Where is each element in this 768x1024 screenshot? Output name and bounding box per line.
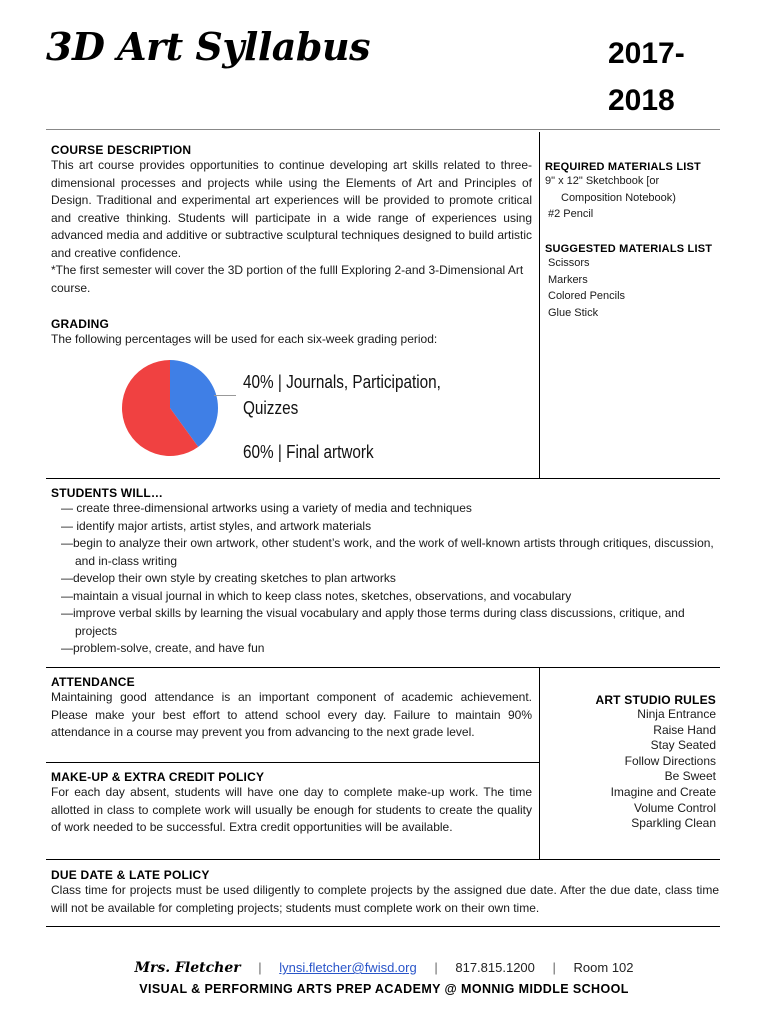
attendance-heading: ATTENDANCE xyxy=(51,675,135,689)
due-date-text: Class time for projects must be used diligently to complete projects by the assigned due date. After the due date, class time will not be available for completing projects; students must complete work on their own time. xyxy=(51,883,719,915)
grading-heading: GRADING xyxy=(51,317,110,331)
divider-makeup xyxy=(46,859,720,860)
school-year xyxy=(608,30,718,124)
legend-final-artwork: 60% | Final artwork xyxy=(243,442,374,462)
required-materials-heading: REQUIRED MATERIALS LIST xyxy=(545,161,701,173)
legend-quizzes: Quizzes xyxy=(243,398,299,418)
required-item: #2 Pencil xyxy=(548,208,594,220)
students-will-item: —develop their own style by creating sketches to plan artworks xyxy=(61,571,396,585)
students-will-section xyxy=(51,486,719,658)
suggested-item: Markers xyxy=(548,273,588,286)
suggested-item: Scissors xyxy=(548,257,590,269)
suggested-materials-heading: SUGGESTED MATERIALS LIST xyxy=(545,243,713,255)
footer-separator: | xyxy=(434,960,438,975)
students-will-item: — identify major artists, artist styles, and artwork materials xyxy=(61,518,372,533)
suggested-item: Glue Stick xyxy=(548,306,599,319)
divider-materials xyxy=(539,132,540,478)
teacher-name: Mrs. Fletcher xyxy=(134,960,241,976)
students-will-item: —improve verbal skills by learning the visual vocabulary and apply those terms during class discussions, critique, and projects xyxy=(61,606,685,638)
suggested-materials-section xyxy=(545,243,725,321)
students-will-item: —maintain a visual journal in which to keep class notes, sketches, observations, and vocabulary xyxy=(61,588,572,603)
document-title: 3D Art Syllabus xyxy=(46,24,371,69)
studio-rule: Stay Seated xyxy=(650,738,716,753)
grading-section xyxy=(51,317,532,349)
due-date-section xyxy=(51,868,719,917)
legend-journals: 40% | Journals, Participation, xyxy=(243,372,441,392)
makeup-heading: MAKE-UP & EXTRA CREDIT POLICY xyxy=(51,770,265,784)
divider-grading xyxy=(46,478,720,479)
studio-rule: Imagine and Create xyxy=(610,784,716,799)
studio-rule: Be Sweet xyxy=(664,769,716,784)
makeup-text: For each day absent, students will have one day to complete make-up work. The time allotted in class to complete work will usually be enough for students to create the quality of work needed to be successful. Extra credit opportunities will be available. xyxy=(51,785,532,834)
school-year-line-1: 2017- xyxy=(608,37,685,70)
divider-attendance xyxy=(46,762,539,763)
footer-separator: | xyxy=(258,960,262,975)
course-description-section xyxy=(51,143,532,297)
divider-due-date xyxy=(46,926,720,927)
students-will-heading: STUDENTS WILL… xyxy=(51,486,164,500)
attendance-text: Maintaining good attendance is an important component of academic achievement. Please make your best effort to attend school every day. Failure to maintain 90% attendance in a course may prevent you from advancing to the next grade level. xyxy=(51,690,532,739)
room-number: Room 102 xyxy=(573,960,634,975)
students-will-item: —begin to analyze their own artwork, other student’s work, and the work of well-known artists through critiques, discussion, and in-class writing xyxy=(61,536,714,568)
studio-rule: Sparkling Clean xyxy=(631,816,716,831)
studio-rule: Raise Hand xyxy=(653,722,716,737)
due-date-heading: DUE DATE & LATE POLICY xyxy=(51,868,210,882)
required-materials-section xyxy=(545,161,725,223)
pie-svg xyxy=(120,358,220,458)
course-description-note: *The first semester will cover the 3D portion of the fulll Exploring 2-and 3-Dimensional Art course. xyxy=(51,263,524,295)
students-will-item: — create three-dimensional artworks using a variety of media and techniques xyxy=(61,501,472,515)
teacher-phone: 817.815.1200 xyxy=(455,960,535,975)
studio-rules-heading: ART STUDIO RULES xyxy=(595,693,716,707)
grading-pie-chart xyxy=(120,358,220,458)
divider-students xyxy=(46,667,720,668)
required-item: 9" x 12" Sketchbook [or xyxy=(545,175,660,187)
school-name: VISUAL & PERFORMING ARTS PREP ACADEMY @ MONNIG MIDDLE SCHOOL xyxy=(139,982,629,996)
studio-rule: Volume Control xyxy=(633,800,716,815)
suggested-item: Colored Pencils xyxy=(548,290,626,302)
teacher-email-link[interactable]: lynsi.fletcher@fwisd.org xyxy=(279,960,417,975)
studio-rule: Ninja Entrance xyxy=(637,707,716,721)
studio-rule: Follow Directions xyxy=(624,753,716,768)
school-year-line-2: 2018 xyxy=(608,84,675,117)
required-item: Composition Notebook) xyxy=(561,191,676,204)
course-description-heading: COURSE DESCRIPTION xyxy=(51,143,192,157)
students-will-item: —problem-solve, create, and have fun xyxy=(61,641,265,655)
footer-separator: | xyxy=(552,960,556,975)
attendance-section xyxy=(51,675,532,742)
studio-rules-section xyxy=(548,693,716,832)
course-description-text: This art course provides opportunities to continue developing art skills related to three-dimensional processes and projects while using the Elements of Art and Principles of Design. Traditional and experimental art experiences will be provided to promote critical and creative thinking. Students will participate in a wide range of experiences using advanced media and additive or subtractive sculptural techniques designed to build artistic and creative confidence. xyxy=(51,158,532,260)
pie-legend-connector xyxy=(214,395,236,396)
divider-rules xyxy=(539,667,540,860)
footer-contact xyxy=(0,960,768,976)
makeup-section xyxy=(51,770,532,837)
divider-top xyxy=(46,129,720,130)
grading-intro: The following percentages will be used for each six-week grading period: xyxy=(51,332,438,346)
